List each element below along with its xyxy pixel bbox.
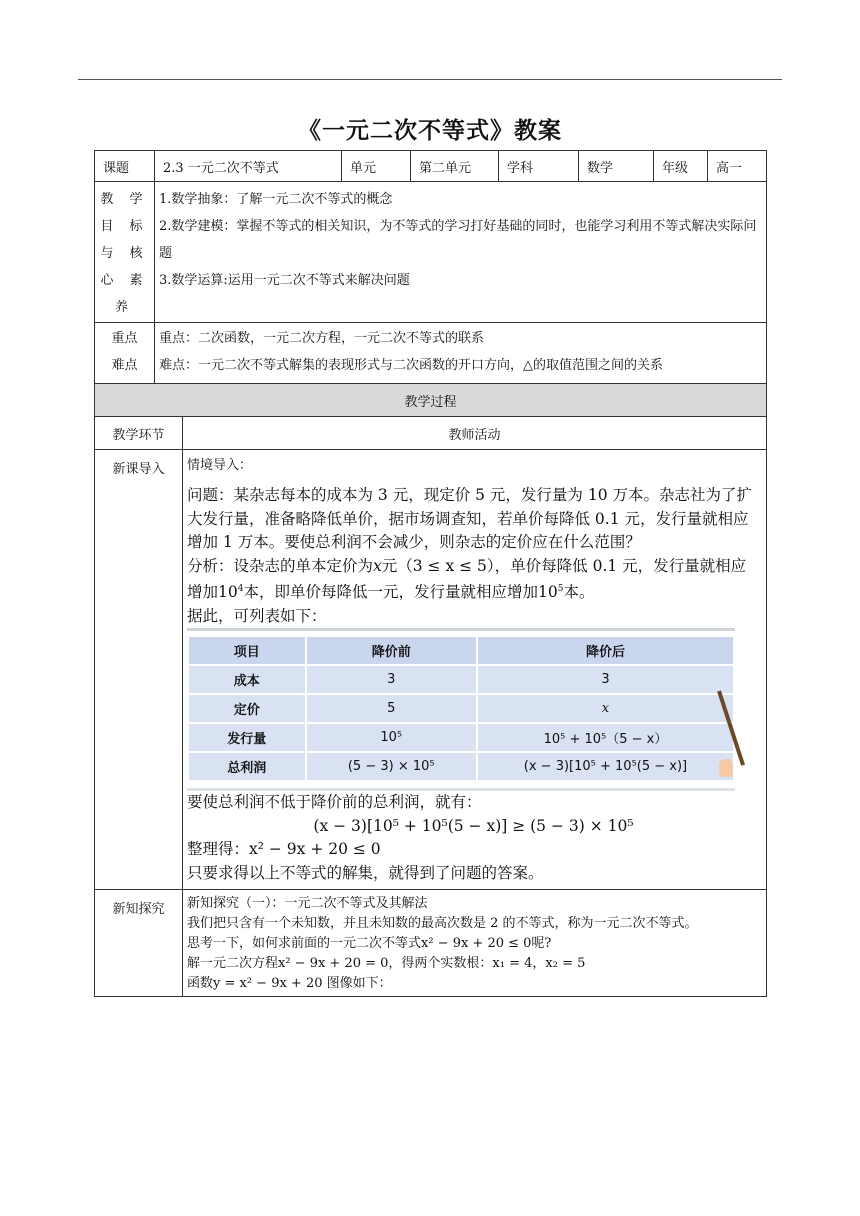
grade-label: 年级	[654, 151, 708, 182]
process-title: 教学过程	[95, 384, 767, 417]
price-table-header: 项目 降价前 降价后	[188, 636, 734, 665]
analysis-text: 分析：设杂志的单本定价为x元（3 ≤ x ≤ 5），单价每降低 0.1 元，发行量就相应增加$10^4$本，即单价每降低一元，发行量就相应增加$10^5$本。	[187, 556, 747, 602]
process-title-row	[95, 384, 767, 417]
subject-value: 数学	[579, 151, 654, 182]
goals-label: 教 学 目 标 与 核 心 素 养	[95, 182, 155, 323]
intro-activity	[183, 450, 767, 890]
goal-item: 2.数学建模：掌握不等式的相关知识，为不等式的学习打好基础的同时，也能学习利用不等式解决实际问题	[159, 219, 757, 261]
scenario-intro: 情境导入：	[187, 458, 253, 473]
unit-label: 单元	[342, 151, 411, 182]
explore-activity	[183, 890, 767, 997]
price-table-row: 定价 5 x	[188, 694, 734, 723]
goals-row	[95, 182, 767, 323]
lesson-plan-table	[94, 150, 767, 997]
problem-text: 问题：某杂志每本的成本为 3 元，现定价 5 元，发行量为 10 万本。杂志社为了扩大发行量，准备略降低单价，据市场调查知，若单价每降低 0.1 元，发行量就相应增加 1 万本。要使总利润不会减少，则杂志的定价应在什么范围？	[187, 486, 753, 551]
price-table	[187, 635, 735, 782]
topic-value: 2.3 一元二次不等式	[155, 151, 342, 182]
goals-content	[155, 182, 767, 323]
think-text: 思考一下，如何求前面的一元二次不等式x² − 9x + 20 ≤ 0呢?	[187, 936, 552, 952]
header-row	[95, 151, 767, 182]
keypoints-row	[95, 323, 767, 384]
topic-label: 课题	[95, 151, 155, 182]
difficult-point: 难点：一元二次不等式解集的表现形式与二次函数的开口方向，△的取值范围之间的关系	[159, 358, 663, 373]
definition-text: 我们把只含有一个未知数，并且未知数的最高次数是 2 的不等式，称为一元二次不等式。	[187, 916, 698, 932]
subject-label: 学科	[499, 151, 579, 182]
keypoints-label: 重点 难点	[95, 323, 155, 384]
goal-item: 3.数学运算:运用一元二次不等式来解决问题	[159, 273, 410, 288]
price-table-image	[187, 628, 735, 791]
price-table-row: 总利润 (5 − 3) × 10⁵ (x − 3)[10⁵ + 10⁵(5 − x)]	[188, 752, 734, 781]
stage-explore: 新知探究	[95, 890, 183, 997]
key-point: 重点：二次函数，一元二次方程，一元二次不等式的联系	[159, 331, 485, 346]
header-rule	[78, 79, 782, 80]
conclusion-text: 只要求得以上不等式的解集，就得到了问题的答案。	[187, 863, 544, 882]
goal-item: 1.数学抽象：了解一元二次不等式的概念	[159, 192, 393, 207]
phase-header-row	[95, 417, 767, 450]
condition-text: 要使总利润不低于降价前的总利润，就有：	[187, 793, 482, 812]
list-intro: 据此，可列表如下：	[187, 606, 327, 625]
section-explore-row	[95, 890, 767, 997]
activity-header: 教师活动	[183, 417, 767, 450]
document-title: 《一元二次不等式》教案	[298, 118, 562, 144]
unit-value: 第二单元	[411, 151, 499, 182]
stage-header: 教学环节	[95, 417, 183, 450]
graph-text: 函数y = x² − 9x + 20 图像如下：	[187, 976, 392, 992]
keypoints-content	[155, 323, 767, 384]
explore-heading: 新知探究（一）：一元二次不等式及其解法	[187, 896, 428, 912]
inequality: (x − 3)[10⁵ + 10⁵(5 − x)] ≥ (5 − 3) × 10⁵	[313, 816, 634, 835]
stage-intro: 新课导入	[95, 450, 183, 890]
section-intro-row	[95, 450, 767, 890]
price-table-row: 发行量 10⁵ 10⁵ + 10⁵（5 − x）	[188, 723, 734, 752]
hand-icon	[719, 759, 733, 777]
price-table-row: 成本 3 3	[188, 665, 734, 694]
solve-text: 解一元二次方程x² − 9x + 20 = 0，得两个实数根：x₁ = 4，x₂ = 5	[187, 956, 586, 972]
simplified-inequality: 整理得：x² − 9x + 20 ≤ 0	[187, 840, 381, 859]
grade-value: 高一	[708, 151, 767, 182]
